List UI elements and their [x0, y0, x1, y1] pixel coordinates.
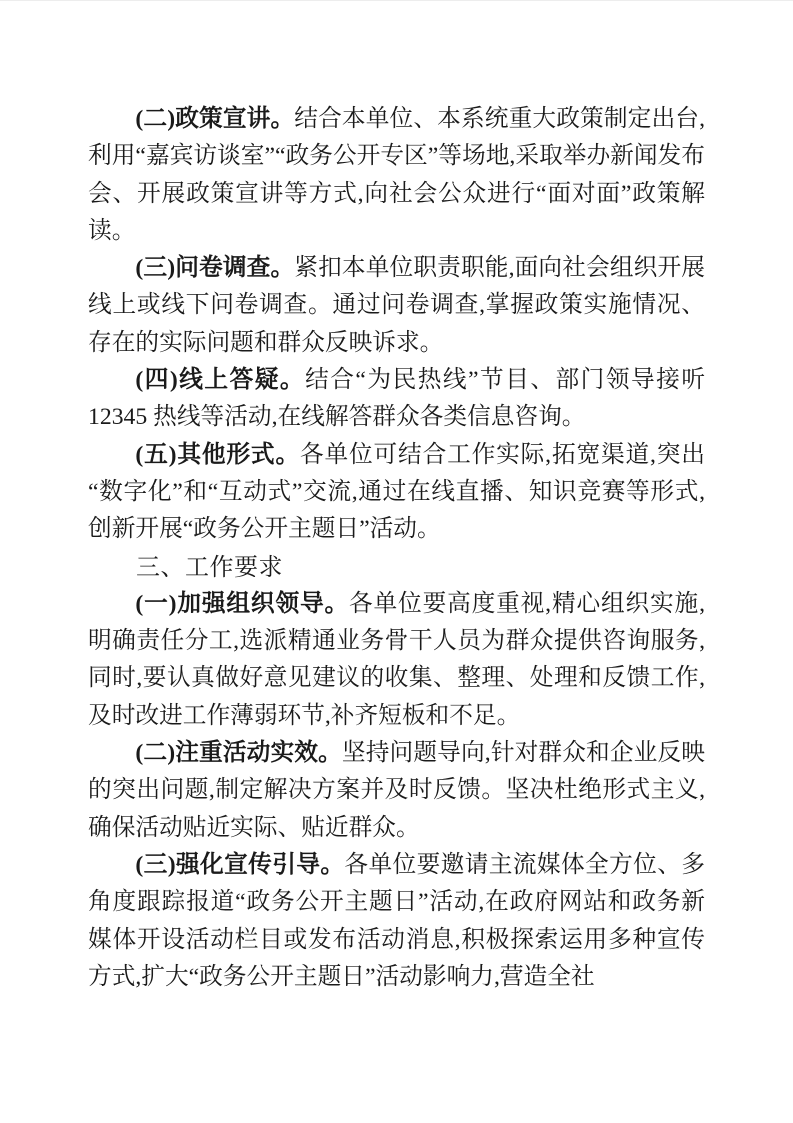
document-content [88, 101, 705, 996]
paragraph-questionnaire-survey [88, 250, 705, 362]
paragraph-body: 坚持问题导向,针对群众和企业反映的突出问题,制定解决方案并及时反馈。坚决杜绝形式主义,确保活动贴近实际、贴近群众。 [88, 740, 705, 841]
paragraph-lead: (二)政策宣讲。 [135, 106, 295, 132]
section-heading-work-requirements: 三、工作要求 [136, 553, 283, 581]
paragraph-publicity-guidance [88, 847, 705, 996]
paragraph-body: 各单位可结合工作实际,拓宽渠道,突出“数字化”和“互动式”交流,通过在线直播、知识竞赛等形式,创新开展“政务公开主题日”活动。 [88, 441, 705, 543]
paragraph-policy-preaching [88, 101, 705, 250]
paragraph-lead: (五)其他形式。 [135, 441, 300, 468]
paragraph-lead: (三)强化宣传引导。 [135, 851, 345, 878]
paragraph-strengthen-leadership [88, 586, 705, 735]
paragraph-lead: (一)加强组织领导。 [135, 590, 350, 617]
paragraph-lead: (三)问卷调查。 [135, 255, 295, 282]
paragraph-online-qa [88, 362, 705, 437]
paragraph-lead: (二)注重活动实效。 [135, 740, 342, 767]
paragraph-activity-effectiveness [88, 735, 705, 847]
paragraph-body: 各单位要邀请主流媒体全方位、多角度跟踪报道“政务公开主题日”活动,在政府网站和政务新媒体开设活动栏目或发布活动消息,积极探索运用多种宣传方式,扩大“政务公开主题日”活动影响力,营造全社 [88, 851, 705, 990]
paragraph-body: 结合“为民热线”节目、部门领导接听 12345 热线等活动,在线解答群众各类信息咨询。 [88, 367, 706, 431]
paragraph-body: 各单位要高度重视,精心组织实施,明确责任分工,选派精通业务骨干人员为群众提供咨询服务,同时,要认真做好意见建议的收集、整理、处理和反馈工作,及时改进工作薄弱环节,补齐短板和不足。 [88, 590, 705, 729]
paragraph-body: 结合本单位、本系统重大政策制定出台,利用“嘉宾访谈室”“政务公开专区”等场地,采取举办新闻发布会、开展政策宣讲等方式,向社会公众进行“面对面”政策解读。 [88, 106, 705, 244]
paragraph-lead: (四)线上答疑。 [135, 367, 306, 394]
paragraph-other-forms [88, 437, 705, 549]
paragraph-body: 紧扣本单位职责职能,面向社会组织开展线上或线下问卷调查。通过问卷调查,掌握政策实施情况、存在的实际问题和群众反映诉求。 [88, 255, 705, 356]
